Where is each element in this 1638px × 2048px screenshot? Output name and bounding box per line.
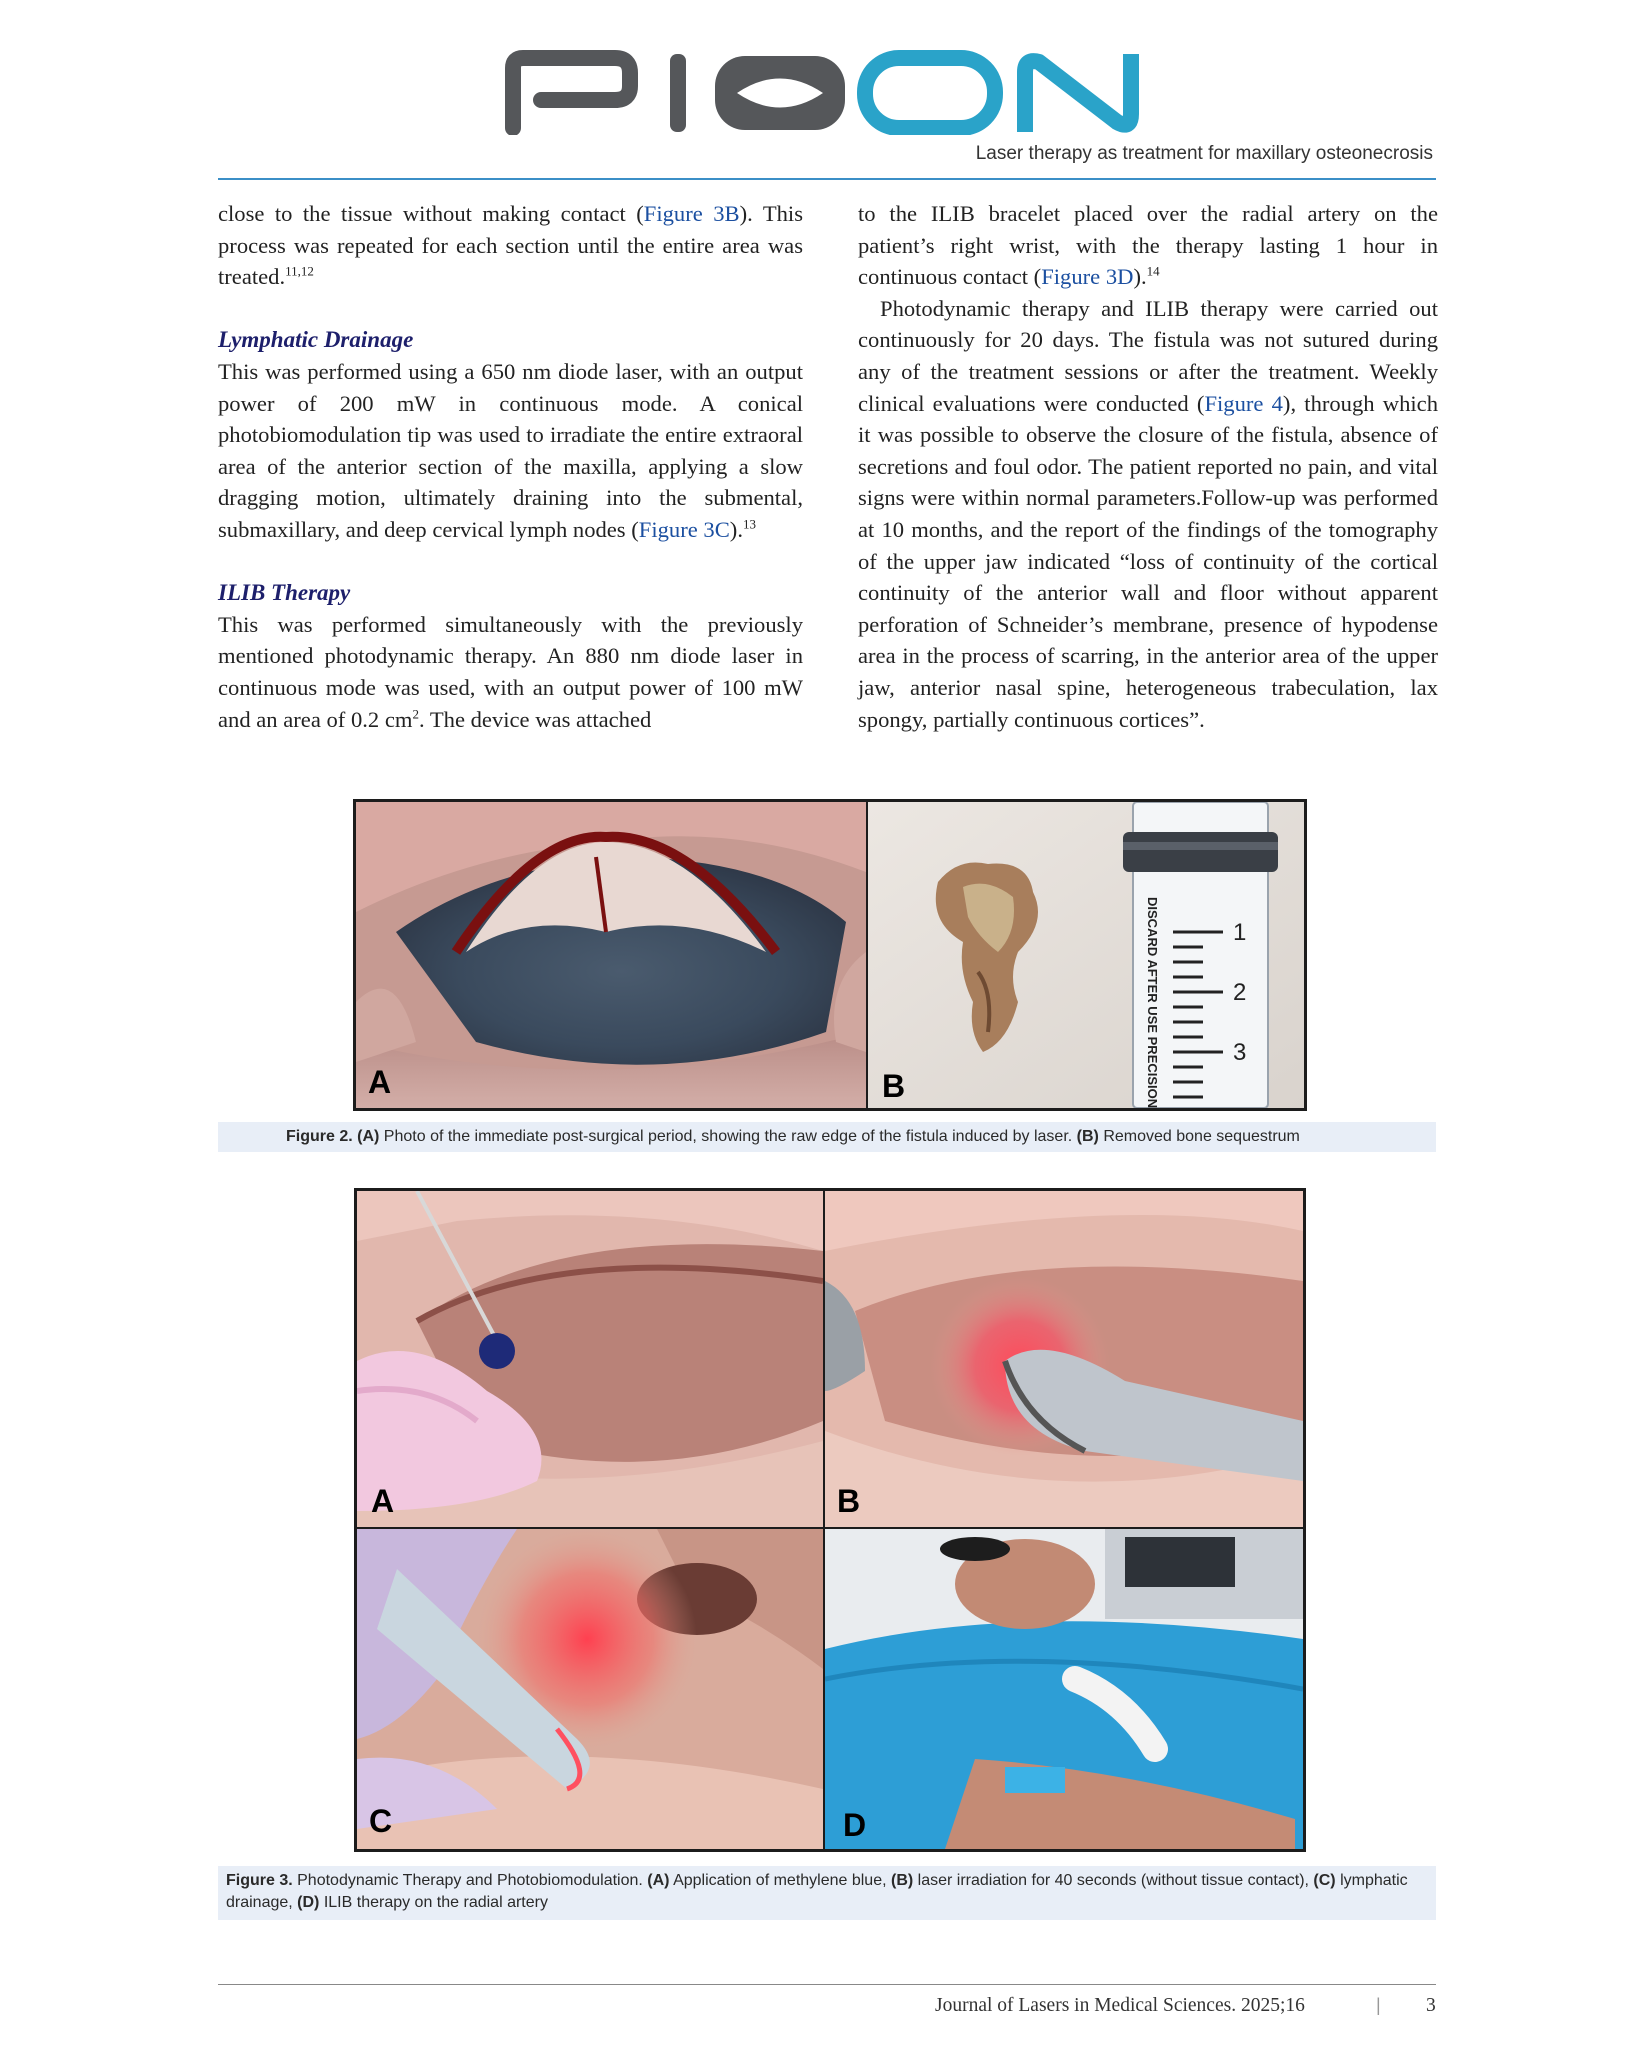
figure-link[interactable]: Figure 3C <box>638 516 730 542</box>
figure-link[interactable]: Figure 3D <box>1041 264 1134 290</box>
bone-sequestrum-photo <box>868 802 1304 1108</box>
paragraph: This was performed using a 650 nm diode laser, with an output power of 200 mW in continuous mode. A conical photobiomodulation tip was used to irradiate the entire extraoral area of the anterior section of the maxilla, applying a slow dragging motion, ultimately draining into the submental, submaxillary, and deep cervical lymph nodes (Figure 3C).$^{13}$ <box>218 358 803 542</box>
running-title: Laser therapy as treatment for maxillary osteonecrosis <box>975 143 1433 164</box>
paragraph: to the ILIB bracelet placed over the radial artery on the patient’s right wrist, with the therapy lasting 1 hour in continuous contact (Figure 3D).$^{14}$ <box>858 201 1438 290</box>
panel-label-b: B <box>837 1483 861 1519</box>
figure-2-panel-a <box>356 802 866 1108</box>
syringe-mark-1: 1 <box>1233 919 1247 946</box>
panel-label-b: B <box>882 1068 906 1104</box>
citation[interactable]: 14 <box>1146 263 1160 279</box>
methylene-blue-photo <box>357 1191 823 1527</box>
section-heading-lymphatic: Lymphatic Drainage <box>218 327 414 353</box>
figure-3-panel-a <box>357 1191 823 1527</box>
footer-separator: | <box>1376 1995 1381 2015</box>
left-column <box>218 198 803 735</box>
syringe-mark-2: 2 <box>1233 979 1247 1006</box>
figure-link[interactable]: Figure 4 <box>1204 390 1283 416</box>
syringe-mark-3: 3 <box>1233 1039 1247 1066</box>
paragraph: Photodynamic therapy and ILIB therapy were carried out continuously for 20 days. The fistula was not sutured during any of the treatment sessions or after the treatment. Weekly clinical evaluations were conducted (Figure 4), through which it was possible to observe the closure of the fistula, absence of secretions and foul odor. The patient reported no pain, and vital signs were within normal parameters.Follow-up was performed at 10 months, and the report of the findings of the tomography of the upper jaw indicated “loss of continuity of the cortical continuity of the anterior wall and floor without apparent perforation of Schneider’s membrane, presence of hypodense area in the process of scarring, in the anterior area of the upper jaw, anterior nasal spine, heterogeneous trabeculation, lax spongy, partially continuous cortices”. <box>858 295 1438 732</box>
panel-label-c: C <box>369 1803 393 1839</box>
figure-2 <box>353 799 1307 1111</box>
citation[interactable]: 11,12 <box>285 263 314 279</box>
citation[interactable]: 13 <box>742 516 756 532</box>
footer-journal-citation: Journal of Lasers in Medical Sciences. 2025;16 <box>935 1995 1305 2016</box>
figure-3-panel-d <box>825 1529 1303 1849</box>
section-heading-ilib: ILIB Therapy <box>218 580 351 606</box>
laser-irradiation-photo <box>825 1191 1303 1527</box>
figure-link[interactable]: Figure 3B <box>643 201 740 226</box>
panel-label-d: D <box>843 1807 867 1843</box>
figure-3-caption: Figure 3. Photodynamic Therapy and Photobiomodulation. (A) Application of methylene blue, (B) laser irradiation for 40 seconds (without tissue contact), (C) lymphatic drainage, (D) ILIB therapy on the radial artery <box>218 1866 1436 1920</box>
figure-2-caption: Figure 2. (A) Photo of the immediate post-surgical period, showing the raw edge of the fistula induced by laser. (B) Removed bone sequestrum <box>218 1122 1436 1152</box>
journal-logo <box>505 50 1145 135</box>
right-column <box>858 198 1438 735</box>
syringe-text: DISCARD AFTER USE PRECISION <box>1145 897 1160 1108</box>
footer-divider <box>218 1984 1436 1985</box>
page-number: 3 <box>1426 1995 1436 2016</box>
post-surgical-photo <box>356 802 866 1108</box>
figure-2-panel-b <box>868 802 1304 1108</box>
ilib-therapy-photo <box>825 1529 1303 1849</box>
paragraph: close to the tissue without making contact (Figure 3B). This process was repeated for each section until the entire area was treated.$^{11,12}$ <box>218 201 803 290</box>
paragraph: This was performed simultaneously with the previously mentioned photodynamic therapy. An 880 nm diode laser in continuous mode was used, with an output power of 100 mW and an area of 0.2 $cm^2$. The device was attached <box>218 611 803 732</box>
figure-3-panel-c <box>357 1529 823 1849</box>
figure-3 <box>354 1188 1306 1852</box>
lymphatic-drainage-photo <box>357 1529 823 1849</box>
panel-label-a: A <box>368 1064 392 1100</box>
figure-3-panel-b <box>825 1191 1303 1527</box>
header-divider <box>218 178 1436 180</box>
panel-label-a: A <box>371 1483 395 1519</box>
